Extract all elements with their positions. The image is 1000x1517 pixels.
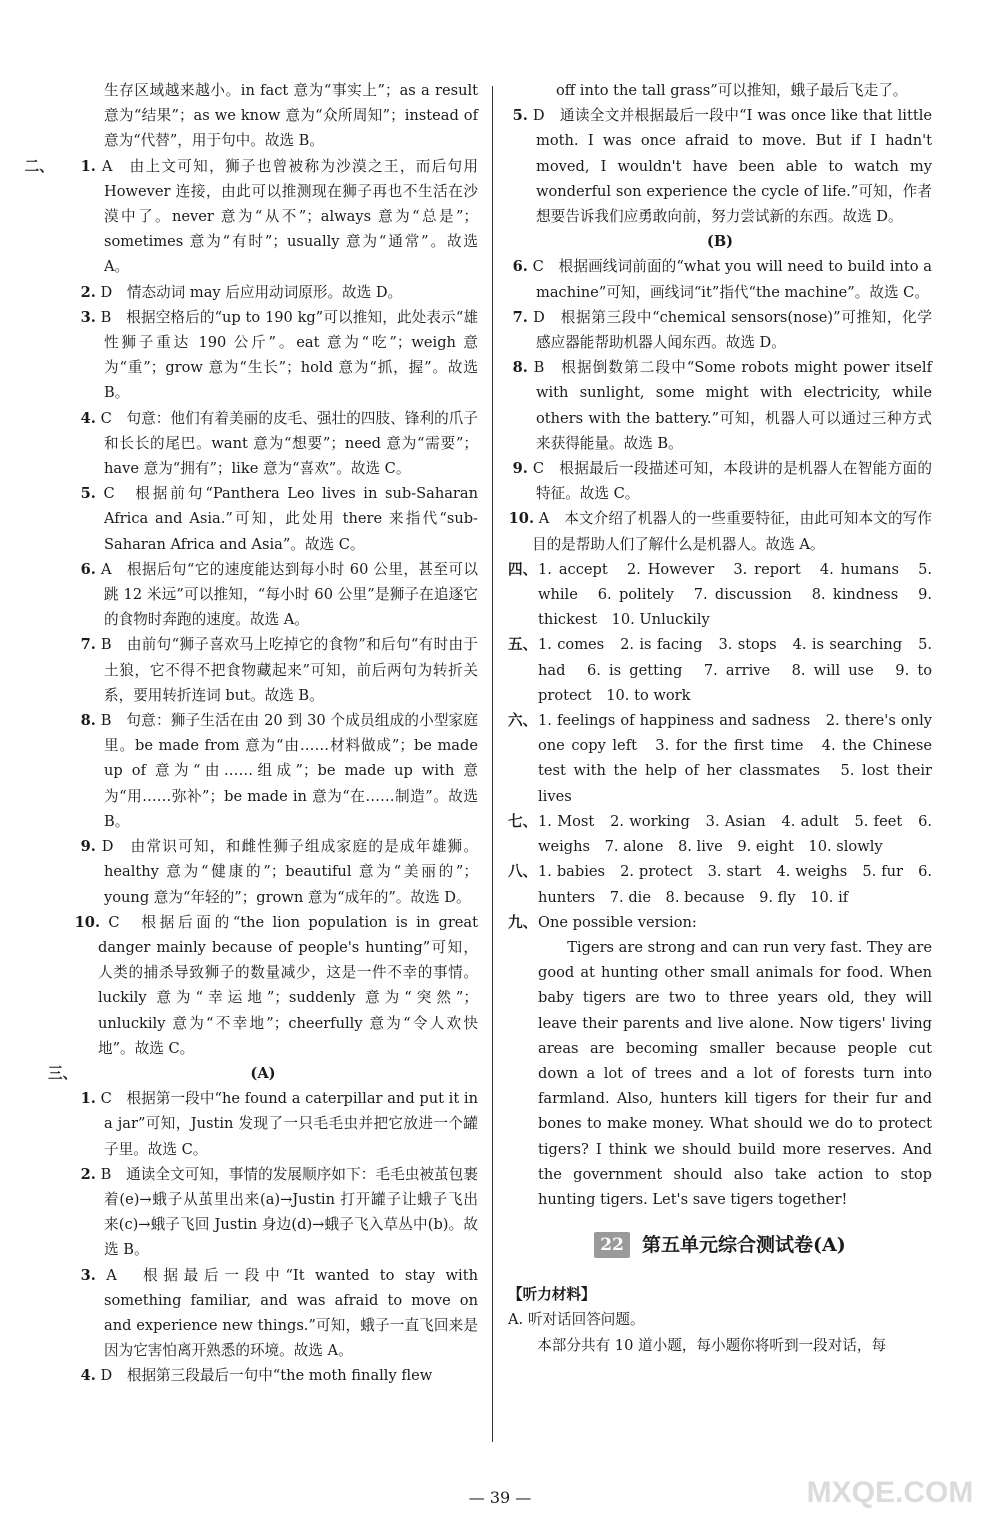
answer-letter: A xyxy=(101,157,113,175)
section-answers: 1. feelings of happiness and sadness 2. there's only one copy left 3. for the first time 4. the Chinese test with the help of her classmates 5. lost their lives xyxy=(538,712,932,805)
question-number: 8. xyxy=(512,359,528,377)
column-divider xyxy=(492,86,493,1442)
question-number: 9. xyxy=(80,838,96,856)
answer-letter: D xyxy=(100,283,113,301)
section-number: 二、 xyxy=(24,157,54,175)
section-number: 六、 xyxy=(508,712,538,730)
explanation-text: 句意：狮子生活在由 20 到 30 个成员组成的小型家庭里。be made from 意为“由……材料做成”；be made up of 意为“由……组成”；be made up with 意为“用……弥补”；be made in 意为“在……制造”。故选 B。 xyxy=(104,712,479,830)
answer-item xyxy=(48,1162,478,1263)
answer-section xyxy=(508,557,932,633)
answer-section xyxy=(508,708,932,809)
answer-item xyxy=(508,355,932,456)
explanation-text: 根据第三段中“chemical sensors(nose)”可推知，化学感应器能帮助机器人闻东西。故选 D。 xyxy=(536,308,932,352)
right-column xyxy=(508,78,932,1358)
section-number: 七、 xyxy=(508,812,538,830)
question-number: 7. xyxy=(80,636,96,654)
answer-item xyxy=(48,910,478,1061)
explanation-text: 根据后句“它的速度能达到每小时 60 公里，甚至可以跳 12 米远”可以推知，“每小时 60 公里”是狮子在追逐它的食物时奔跑的速度。故选 A。 xyxy=(104,560,478,629)
answer-item xyxy=(508,103,932,229)
part-b-label: (B) xyxy=(706,233,734,251)
question-number: 6. xyxy=(80,560,96,578)
answer-letter: B xyxy=(100,1165,112,1183)
answer-letter: B xyxy=(100,636,112,654)
section-answers: 1. accept 2. However 3. report 4. humans 5. while 6. politely 7. discussion 8. kindness 9. thickest 10. Unluckily xyxy=(538,560,932,629)
listening-part-a: A. 听对话回答问题。 xyxy=(508,1311,645,1329)
answer-letter: B xyxy=(100,308,112,326)
answer-item xyxy=(48,78,478,154)
answer-letter: C xyxy=(100,409,112,427)
question-number: 5. xyxy=(512,107,528,125)
explanation-text: 通读全文可知，事情的发展顺序如下：毛毛虫被茧包裹着(e)→蛾子从茧里出来(a)→Justin 打开罐子让蛾子飞出来(c)→蛾子飞回 Justin 身边(d)→蛾子飞入草丛中(b)。故选 B。 xyxy=(104,1165,478,1259)
answer-item xyxy=(48,834,478,910)
question-number: 8. xyxy=(80,712,96,730)
listening-intro: 本部分共有 10 道小题，每小题你将听到一段对话，每 xyxy=(537,1336,887,1354)
answer-letter: D xyxy=(532,107,545,125)
answer-letter: D xyxy=(533,308,545,326)
unit-heading xyxy=(508,1232,932,1258)
explanation-text: 根据后面的“the lion population is in great danger mainly because of people's hunting”可知，人类的捕杀导致狮子的数量减少，这是一件不幸的事情。luckily 意为“幸运地”；suddenly 意为“突然”；unluckily 意为“不幸地”；cheerfully 意为“令人欢快地”。故选 C。 xyxy=(98,913,478,1057)
answer-section xyxy=(508,910,932,935)
answer-item xyxy=(48,481,478,557)
answer-letter: B xyxy=(533,359,545,377)
answer-letter: A xyxy=(538,510,550,528)
explanation-text: 由前句“狮子喜欢马上吃掉它的食物”和后句“有时由于土狼，它不得不把食物藏起来”可知，前后两句为转折关系，要用转折连词 but。故选 B。 xyxy=(104,636,478,704)
explanation-text: 根据空格后的“up to 190 kg”可以推知，此处表示“雄性狮子重达 190 公斤”。eat 意为“吃”；weigh 意为“重”；grow 意为“生长”；hold 意为“抓，握”。故选 B。 xyxy=(104,308,478,402)
section-number: 三、 xyxy=(48,1064,78,1082)
explanation-text: 根据倒数第二段中“Some robots might power itself with sunlight, some might with electricity, while others with the battery.”可知，机器人可以通过三种方式来获得能量。故选 B。 xyxy=(536,359,933,452)
answer-item xyxy=(508,305,932,355)
answer-item xyxy=(508,78,932,103)
question-number: 3. xyxy=(80,1266,96,1284)
question-number: 4. xyxy=(80,409,96,427)
answer-item xyxy=(48,708,478,834)
answer-letter: A xyxy=(100,560,112,578)
answer-item xyxy=(24,154,478,280)
answer-item xyxy=(48,305,478,406)
answer-letter: A xyxy=(106,1266,117,1284)
section-number: 八、 xyxy=(508,863,538,881)
section-answers: 1. babies 2. protect 3. start 4. weighs 5. fur 6. hunters 7. die 8. because 9. fly 10. if xyxy=(538,863,932,906)
page-number: — 39 — xyxy=(468,1488,532,1507)
answer-item xyxy=(48,280,478,305)
answer-section xyxy=(508,632,932,708)
explanation-text: off into the tall grass”可以推知，蛾子最后飞走了。 xyxy=(556,82,908,99)
answer-item xyxy=(48,1086,478,1162)
question-number: 2. xyxy=(80,1165,96,1183)
explanation-text: 根据前句“Panthera Leo lives in sub-Saharan Africa and Asia.”可知，此处用 there 来指代“sub-Saharan Africa and Asia”。故选 C。 xyxy=(104,485,478,553)
answer-item xyxy=(508,506,932,556)
answer-item xyxy=(48,632,478,708)
answer-item xyxy=(508,254,932,304)
section-answers: 1. comes 2. is facing 3. stops 4. is searching 5. had 6. is getting 7. arrive 8. will use 9. to protect 10. to work xyxy=(538,636,932,704)
answer-letter: B xyxy=(100,712,112,730)
left-column xyxy=(24,78,479,1389)
question-number: 1. xyxy=(80,157,96,175)
answer-letter: C xyxy=(100,1090,112,1108)
unit-title: 第五单元综合测试卷(A) xyxy=(641,1233,846,1256)
question-number: 7. xyxy=(512,308,528,326)
question-number: 1. xyxy=(80,1090,96,1108)
unit-number-badge: 22 xyxy=(594,1232,630,1258)
section-number: 九、 xyxy=(508,913,538,931)
question-number: 9. xyxy=(512,460,528,478)
section-number: 四、 xyxy=(508,560,538,578)
question-number: 4. xyxy=(80,1367,96,1385)
question-number: 10. xyxy=(508,510,535,528)
answer-item xyxy=(48,406,478,482)
section-answers: One possible version: xyxy=(538,913,697,931)
watermark-logo xyxy=(790,1444,990,1514)
listening-label: 【听力材料】 xyxy=(508,1286,596,1304)
answer-item xyxy=(48,1263,478,1364)
explanation-text: 由上文可知，狮子也曾被称为沙漠之王，而后句用 However 连接，由此可以推测现在狮子再也不生活在沙漠中了。never 意为“从不”；always 意为“总是”；sometimes 意为“有时”；usually 意为“通常”。故选 A。 xyxy=(104,157,478,276)
answer-item xyxy=(48,1363,478,1388)
answer-letter: C xyxy=(108,913,120,931)
explanation-text: 根据最后一段描述可知，本段讲的是机器人在智能方面的特征。故选 C。 xyxy=(536,460,932,503)
answer-letter: D xyxy=(101,838,114,856)
answer-item xyxy=(48,1061,478,1086)
answer-section xyxy=(508,809,932,859)
explanation-text: 根据最后一段中“It wanted to stay with something familiar, and was afraid to move on and experience new things.”可知，蛾子一直飞回来是因为它害怕离开熟悉的环境。故选 A。 xyxy=(104,1266,478,1360)
answer-letter: D xyxy=(100,1367,113,1385)
question-number: 5. xyxy=(80,485,96,503)
question-number: 6. xyxy=(512,258,528,276)
section-answers: 1. Most 2. working 3. Asian 4. adult 5. feet 6. weighs 7. alone 8. live 9. eight 10. slowly xyxy=(538,812,932,856)
part-label: (A) xyxy=(250,1064,276,1082)
explanation-text: 根据第一段中“he found a caterpillar and put it in a jar”可知，Justin 发现了一只毛毛虫并把它放进一个罐子里。故选 C。 xyxy=(104,1090,478,1158)
section-number: 五、 xyxy=(508,636,538,654)
answer-letter: C xyxy=(532,460,545,478)
explanation-text: 由常识可知，和雌性狮子组成家庭的是成年雄狮。healthy 意为“健康的”；beautiful 意为“美丽的”；young 意为“年轻的”；grown 意为“成年的”。故选 D。 xyxy=(104,838,478,906)
explanation-text: 通读全文并根据最后一段中“I was once like that little moth. I was once afraid to move. But if I hadn't moved, I wouldn't have been able to watch my wonderful son experience the cycle of life.”可知，作者想要告诉我们应勇敢向前，努力尝试新的东西。故选 D。 xyxy=(536,107,933,226)
explanation-text: 句意：他们有着美丽的皮毛、强壮的四肢、锋利的爪子和长长的尾巴。want 意为“想要”；need 意为“需要”；have 意为“拥有”；like 意为“喜欢”。故选 C。 xyxy=(104,409,478,478)
explanation-text: 生存区域越来越小。in fact 意为“事实上”；as a result 意为“结果”；as we know 意为“众所周知”；instead of 意为“代替”，用于句中。故选 B。 xyxy=(104,82,478,150)
explanation-text: 本文介绍了机器人的一些重要特征，由此可知本文的写作目的是帮助人们了解什么是机器人。故选 A。 xyxy=(532,510,932,553)
explanation-text: 情态动词 may 后应用动词原形。故选 D。 xyxy=(126,283,403,301)
svg-text:MXQE.COM: MXQE.COM xyxy=(806,1476,974,1509)
answer-item xyxy=(508,456,932,506)
question-number: 3. xyxy=(80,308,96,326)
question-number: 2. xyxy=(80,283,96,301)
answer-letter: C xyxy=(532,258,544,276)
sample-essay: Tigers are strong and can run very fast. They are good at hunting other small animals for food. When baby tigers are two to three years old, they will leave their parents and live alone. Now tigers' living areas are becoming smaller because people cut down a lot of trees and a lot of forests turn into farmland. Also, hunters kill tigers for their fur and bones to make money. What should we do to protect tigers? I think we should build more reserves. And the government should also take action to stop hunting tigers. Let's save tigers together! xyxy=(538,938,932,1208)
question-number: 10. xyxy=(74,913,101,931)
explanation-text: 根据第三段最后一句中“the moth finally flew xyxy=(126,1367,433,1385)
answer-section xyxy=(508,859,932,909)
answer-letter: C xyxy=(103,485,115,503)
explanation-text: 根据画线词前面的“what you will need to build into a machine”可知，画线词“it”指代“the machine”。故选 C。 xyxy=(536,258,932,301)
answer-item xyxy=(48,557,478,633)
